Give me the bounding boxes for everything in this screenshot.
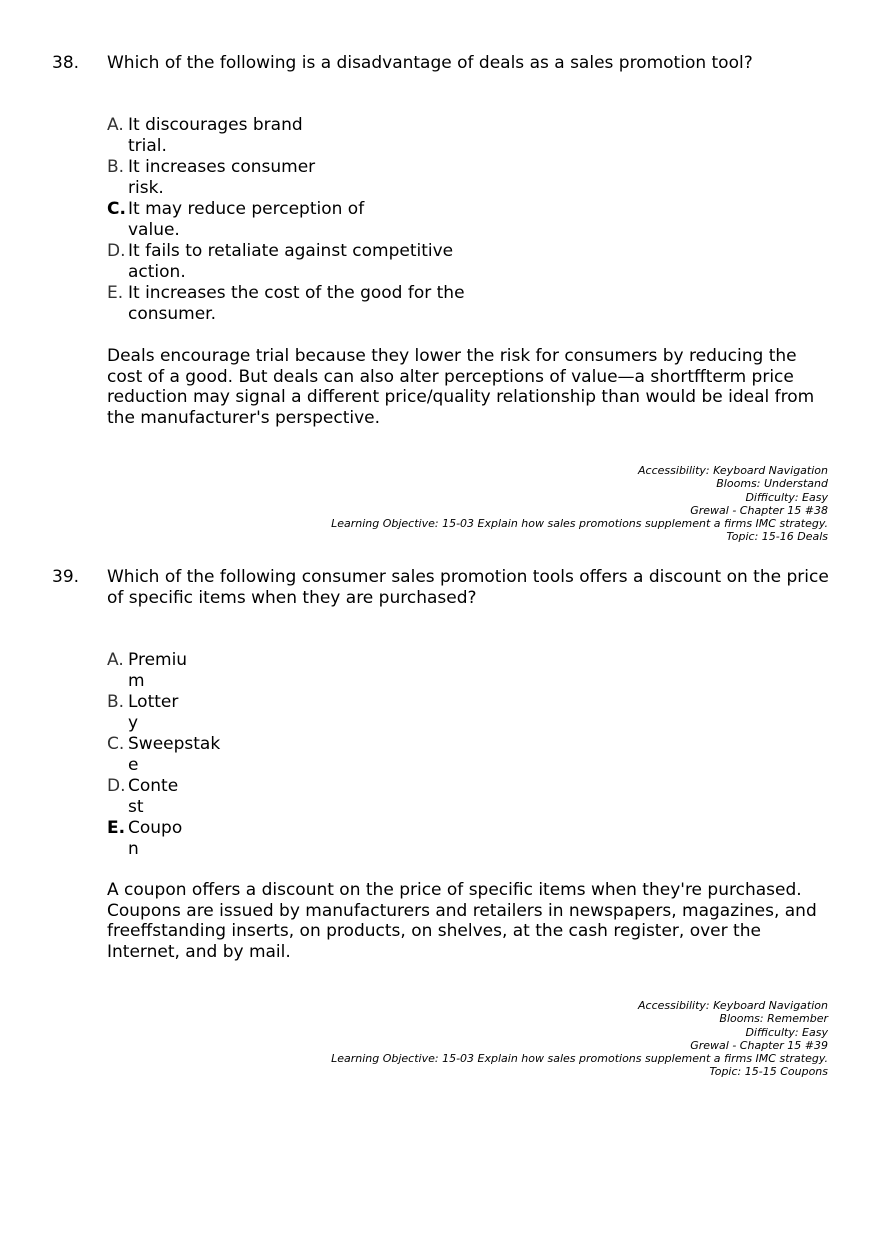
option-text: It increases the cost of the good for the consumer. xyxy=(128,283,465,324)
meta-difficulty: Difficulty: Easy xyxy=(745,1025,828,1039)
meta-accessibility: Accessibility: Keyboard Navigation xyxy=(638,999,828,1012)
question-stem: Which of the following is a disadvantage of deals as a sales promotion tool? xyxy=(107,53,753,73)
option-text: It may reduce perception of value. xyxy=(128,199,365,240)
meta-objective: Learning Objective: 15-03 Explain how sales promotions supplement a firms IMC strategy. xyxy=(331,517,828,531)
option-letter: B. xyxy=(107,692,125,712)
option-text: Contest xyxy=(128,776,179,817)
option-letter: D. xyxy=(107,241,126,261)
question-metadata xyxy=(331,464,828,544)
option-letter: D. xyxy=(107,776,126,796)
option-d xyxy=(107,241,468,283)
option-text: It fails to retaliate against competitive action. xyxy=(128,241,454,282)
option-a xyxy=(107,115,318,157)
option-d xyxy=(107,776,183,818)
meta-source: Grewal - Chapter 15 #39 xyxy=(690,1038,828,1052)
meta-topic: Topic: 15-16 Deals xyxy=(726,530,828,544)
option-c xyxy=(107,734,225,776)
answer-options xyxy=(107,115,478,325)
option-text: It discourages brand trial. xyxy=(128,115,303,156)
explanation: Deals encourage trial because they lower the risk for consumers by reducing the cost of a good. But deals can also alter perceptions of value—a shortffterm price reduction may signal a different price/quality relationship than would be ideal from the manufacturer's perspective. xyxy=(107,346,815,428)
option-letter: A. xyxy=(107,115,124,135)
meta-accessibility: Accessibility: Keyboard Navigation xyxy=(638,464,828,477)
question-stem: Which of the following consumer sales promotion tools offers a discount on the price of specific items when they are purchased? xyxy=(107,567,829,608)
explanation: A coupon offers a discount on the price of specific items when they're purchased. Coupons are issued by manufacturers and retailers in newspapers, magazines, and freeffstanding inserts, on products, on shelves, at the cash register, over the Internet, and by mail. xyxy=(107,880,817,962)
option-text: It increases consumer risk. xyxy=(128,157,316,198)
option-letter: B. xyxy=(107,157,125,177)
option-b xyxy=(107,692,183,734)
option-text: Lottery xyxy=(128,692,179,733)
question-number: 39. xyxy=(52,567,80,587)
meta-topic: Topic: 15-15 Coupons xyxy=(709,1065,828,1079)
meta-blooms: Blooms: Remember xyxy=(719,1012,828,1026)
option-text: Coupon xyxy=(128,818,183,859)
meta-blooms: Blooms: Understand xyxy=(716,477,828,491)
meta-difficulty: Difficulty: Easy xyxy=(745,490,828,504)
option-e xyxy=(107,283,478,325)
answer-options xyxy=(107,650,225,860)
option-letter: C. xyxy=(107,199,126,219)
question-metadata xyxy=(331,999,828,1079)
meta-objective: Learning Objective: 15-03 Explain how sales promotions supplement a firms IMC strategy. xyxy=(331,1052,828,1066)
option-text: Sweepstake xyxy=(128,734,221,775)
option-a xyxy=(107,650,190,692)
option-text: Premium xyxy=(128,650,188,691)
option-letter: A. xyxy=(107,650,124,670)
option-c-correct xyxy=(107,199,378,241)
option-b xyxy=(107,157,328,199)
meta-source: Grewal - Chapter 15 #38 xyxy=(690,503,828,517)
question-number: 38. xyxy=(52,53,80,73)
option-e-correct xyxy=(107,818,186,860)
option-letter: E. xyxy=(107,818,126,838)
option-letter: E. xyxy=(107,283,124,303)
option-letter: C. xyxy=(107,734,125,754)
